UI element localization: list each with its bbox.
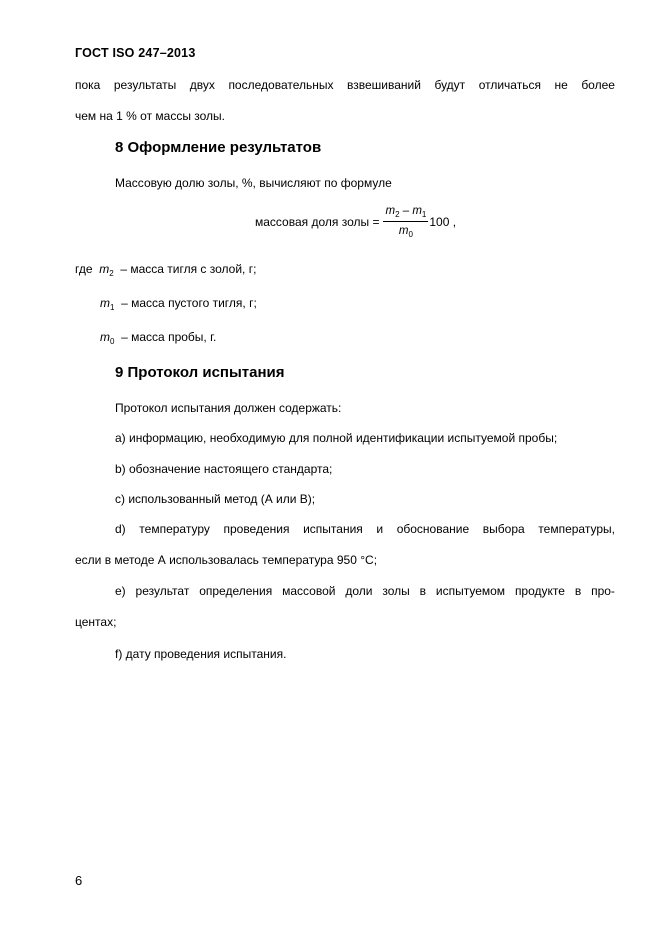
item-d-continuation: если в методе А использовалась температура 950 °С; bbox=[75, 553, 378, 567]
where-m0-line: $m_0$ – масса пробы, г. bbox=[100, 330, 217, 346]
word: продукте bbox=[514, 584, 565, 598]
item-e-continuation: центах; bbox=[75, 615, 117, 629]
item-c: c) использованный метод (А или В); bbox=[115, 492, 316, 506]
section-9-heading: 9 Протокол испытания bbox=[115, 364, 285, 381]
word: испытуемом bbox=[435, 584, 506, 598]
word: про- bbox=[591, 584, 615, 598]
word: e) bbox=[115, 584, 126, 598]
word: испытания bbox=[303, 522, 363, 536]
word: доли bbox=[345, 584, 373, 598]
page-number: 6 bbox=[75, 873, 83, 888]
word: пока bbox=[75, 78, 101, 92]
word: обоснование bbox=[396, 522, 470, 536]
word: температуры, bbox=[538, 522, 615, 536]
section-9-intro: Протокол испытания должен содержать: bbox=[115, 401, 342, 415]
word: золы bbox=[382, 584, 410, 598]
formula-factor: 100 , bbox=[429, 215, 457, 229]
formula-numerator: $m_2 - m_1$ bbox=[383, 205, 428, 222]
word: более bbox=[581, 78, 615, 92]
word: выбора bbox=[482, 522, 525, 536]
item-f: f) дату проведения испытания. bbox=[115, 647, 287, 661]
intro-line-1 bbox=[75, 78, 615, 92]
formula-lhs: массовая доля золы = bbox=[255, 215, 380, 229]
word: двух bbox=[189, 78, 215, 92]
word: результат bbox=[135, 584, 190, 598]
where-m1-line: $m_1$ – масса пустого тигля, г; bbox=[100, 296, 257, 312]
item-e bbox=[115, 584, 615, 598]
formula-fraction bbox=[383, 205, 428, 239]
item-b: b) обозначение настоящего стандарта; bbox=[115, 462, 333, 476]
section-8-heading: 8 Оформление результатов bbox=[115, 139, 322, 156]
word: массовой bbox=[282, 584, 336, 598]
word: в bbox=[419, 584, 427, 598]
word: последовательных bbox=[228, 78, 334, 92]
where-m2-line: где $m_2$ – масса тигля с золой, г; bbox=[75, 262, 257, 278]
word: проведения bbox=[223, 522, 290, 536]
word: температуру bbox=[139, 522, 210, 536]
formula-denominator: $m_0$ bbox=[398, 225, 413, 239]
word: определения bbox=[199, 584, 273, 598]
item-a: a) информацию, необходимую для полной идентификации испытуемой пробы; bbox=[115, 431, 558, 445]
word: и bbox=[376, 522, 384, 536]
item-d bbox=[115, 522, 615, 536]
ash-fraction-formula bbox=[255, 205, 456, 239]
section-8-text: Массовую долю золы, %, вычисляют по формуле bbox=[115, 176, 392, 190]
document-header: ГОСТ ISO 247–2013 bbox=[75, 46, 196, 60]
word: отличаться bbox=[478, 78, 541, 92]
word: в bbox=[574, 584, 582, 598]
word: не bbox=[554, 78, 568, 92]
intro-line-2: чем на 1 % от массы золы. bbox=[75, 109, 226, 123]
word: будут bbox=[434, 78, 466, 92]
word: d) bbox=[115, 522, 126, 536]
word: результаты bbox=[113, 78, 177, 92]
word: взвешиваний bbox=[347, 78, 421, 92]
